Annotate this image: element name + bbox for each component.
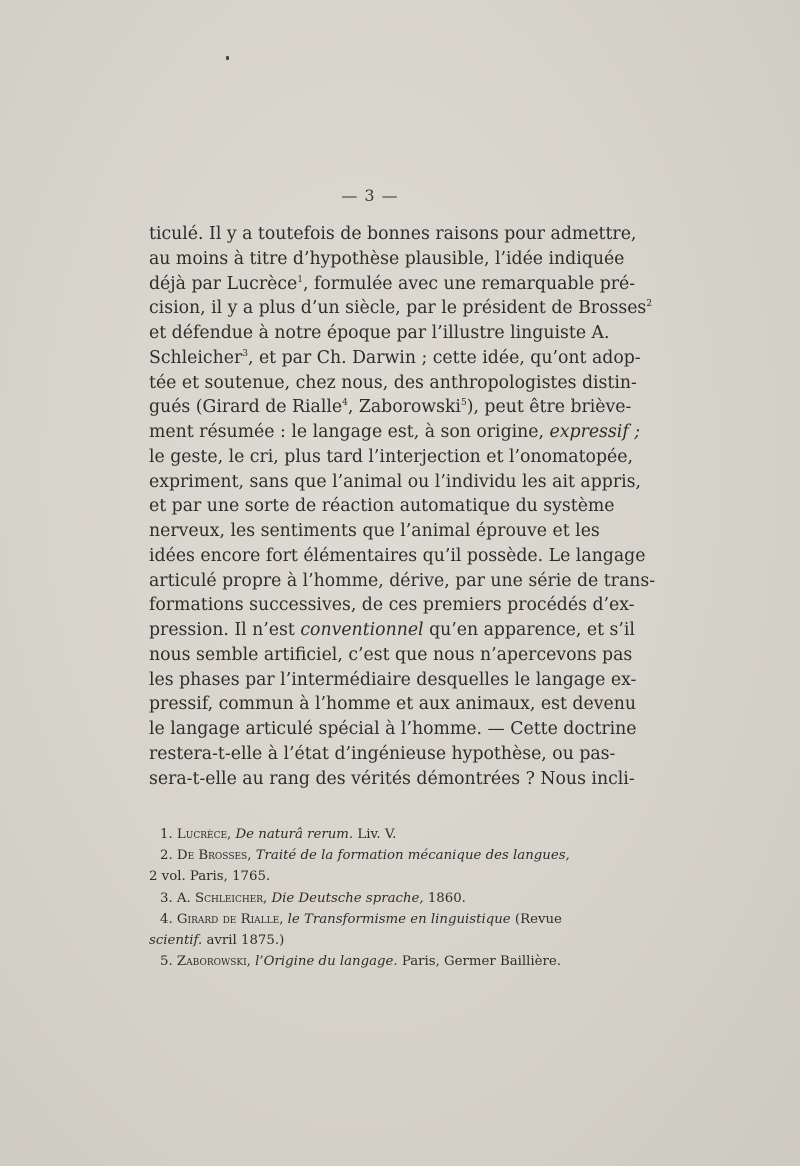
footnote-4: [149, 909, 597, 930]
text-line: [149, 272, 636, 297]
footnote-number: 3.: [160, 890, 173, 906]
text-segment: qu’en apparence, et s’il: [423, 620, 635, 640]
text-line: le geste, le cri, plus tard l’interjection et l’onomatopée,: [149, 446, 633, 467]
footnote-details: (Revue: [514, 911, 562, 927]
footnote-number: 5.: [160, 954, 173, 970]
text-line: pressif, commun à l’homme et aux animaux, est devenu: [149, 694, 636, 715]
text-line: sera-t-elle au rang des vérités démontrées ? Nous incli-: [149, 768, 635, 789]
text-line: les phases par l’intermédiaire desquelles le langage ex-: [149, 669, 637, 690]
footnote-3: [149, 888, 597, 909]
text-line: [149, 296, 653, 321]
footnote-ref: 2: [646, 299, 653, 310]
footnote-5: [149, 951, 597, 972]
text-line: au moins à titre d’hypothèse plausible, l’idée indiquée: [149, 248, 625, 269]
page-number: — 3 —: [341, 186, 399, 205]
text-segment: déjà par Lucrèce: [149, 273, 298, 294]
text-segment: gués (Girard de Rialle: [149, 397, 343, 418]
text-line: le langage articulé spécial à l’homme. — Cette doctrine: [149, 719, 637, 739]
text-line: [149, 618, 635, 643]
footnote-details: Paris, Germer Baillière.: [401, 954, 561, 970]
footnote-initial: A.: [176, 890, 191, 906]
text-line: formations successives, de ces premiers procédés d’ex-: [149, 595, 635, 616]
text-segment: ), peut être briève-: [466, 397, 632, 418]
footnote-2: [149, 845, 597, 866]
text-line: [149, 420, 641, 445]
footnote-title: scientif.: [149, 933, 203, 949]
footnote-author: De Brosses,: [176, 848, 252, 864]
footnote-author: Schleicher,: [195, 890, 268, 906]
footnote-ref: 3: [242, 348, 248, 359]
footnote-title: l’Origine du langage.: [255, 954, 398, 970]
text-segment: cision, il y a plus d’un siècle, par le président de Brosses: [149, 298, 647, 319]
footnote-4-continued: [149, 930, 597, 951]
footnote-ref: 5: [460, 398, 467, 409]
footnote-author: Zaborowski,: [176, 954, 251, 970]
footnote-1: [149, 824, 597, 845]
footnote-number: 1.: [160, 827, 173, 842]
text-segment: , et par Ch. Darwin ; cette idée, qu’ont adop-: [247, 347, 641, 368]
text-line: ticulé. Il y a toutefois de bonnes raisons pour admettre,: [149, 224, 637, 244]
footnote-title: De naturâ rerum.: [235, 827, 354, 842]
text-line: et par une sorte de réaction automatique du système: [149, 496, 615, 517]
text-segment: Schleicher: [149, 347, 243, 368]
footnote-author: Girard de Rialle,: [176, 911, 284, 927]
text-line: [149, 395, 632, 420]
text-segment: ment résumée : le langage est, à son origine,: [149, 422, 545, 442]
footnote-details: 1860.: [427, 890, 466, 906]
text-line: expriment, sans que l’animal ou l’individu les ait appris,: [149, 471, 641, 492]
text-segment: , Zaborowski: [347, 397, 461, 418]
footnote-details: avril 1875.): [206, 933, 285, 949]
text-line: [149, 346, 641, 371]
footnote-title: Die Deutsche sprache,: [271, 890, 424, 906]
footnote-details: Liv. V.: [357, 827, 397, 842]
text-line: articulé propre à l’homme, dérive, par une série de trans-: [149, 570, 656, 591]
footnote-details: 2 vol. Paris, 1765.: [149, 869, 271, 885]
italic-term: expressif ;: [549, 422, 641, 442]
body-text: [149, 222, 656, 791]
footnote-ref: 4: [342, 398, 348, 409]
text-line: nous semble artificiel, c’est que nous n’apercevons pas: [149, 644, 633, 665]
text-line: et défendue à notre époque par l’illustre linguiste A.: [149, 323, 610, 343]
footnote-title: le Transformisme en linguistique: [287, 911, 511, 927]
text-segment: , formulée avec une remarquable pré-: [302, 273, 636, 294]
text-segment: pression. Il n’est: [149, 620, 295, 640]
footnote-ref: 1: [297, 274, 303, 285]
text-line: idées encore fort élémentaires qu’il possède. Le langage: [149, 545, 646, 566]
footnote-2-continued: [149, 866, 597, 887]
footnotes: [149, 824, 597, 972]
ink-speck: [226, 56, 229, 60]
italic-term: conventionnel: [300, 620, 424, 640]
footnote-number: 4.: [160, 911, 173, 927]
footnote-title: Traité de la formation mécanique des langues,: [255, 848, 570, 864]
footnote-number: 2.: [160, 848, 173, 864]
footnote-author: Lucrèce,: [176, 827, 232, 842]
text-line: restera-t-elle à l’état d’ingénieuse hypothèse, ou pas-: [149, 743, 616, 764]
text-line: tée et soutenue, chez nous, des anthropologistes distin-: [149, 372, 637, 393]
text-line: nerveux, les sentiments que l’animal éprouve et les: [149, 521, 600, 541]
